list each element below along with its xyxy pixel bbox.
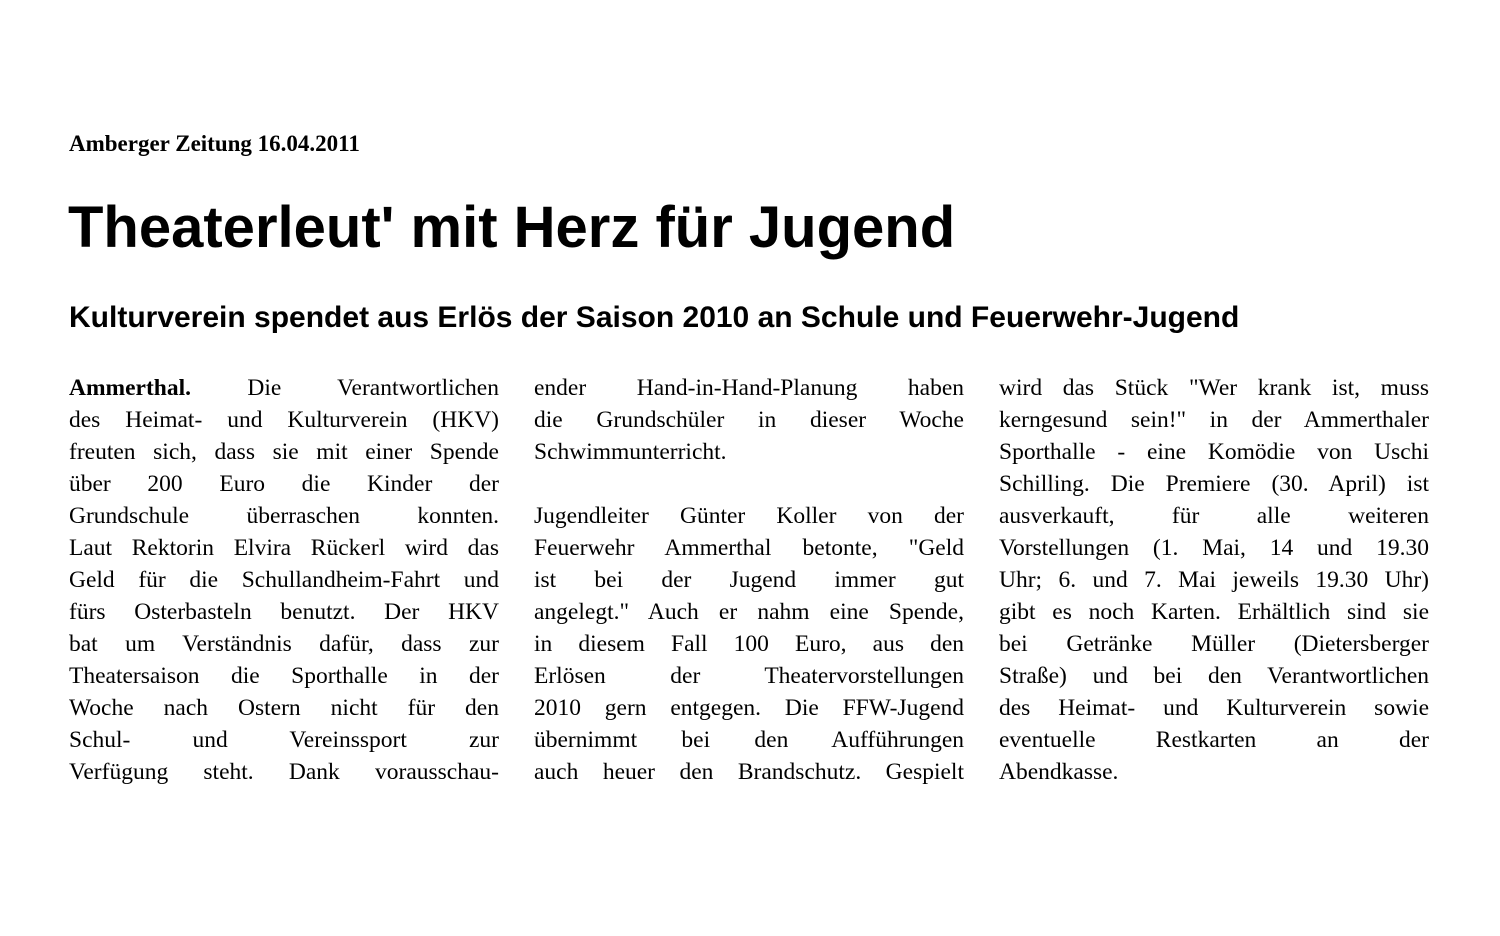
text-line: Uhr; 6. und 7. Mai jeweils 19.30 Uhr) [999,567,1429,593]
text-line: Laut Rektorin Elvira Rückerl wird das [69,535,499,561]
text-line: Woche nach Ostern nicht für den [69,695,499,721]
headline: Theaterleut' mit Herz für Jugend [68,195,956,260]
text-line: Grundschule überraschen konnten. [69,503,499,529]
text-line: Theatersaison die Sporthalle in der [69,663,499,689]
text-line: Sporthalle - eine Komödie von Uschi [999,439,1429,465]
text-line: Straße) und bei den Verantwortlichen [999,663,1429,689]
text-line: ausverkauft, für alle weiteren [999,503,1429,529]
text-line: des Heimat- und Kulturverein (HKV) [69,407,499,433]
source-line: Amberger Zeitung 16.04.2011 [69,131,360,156]
article-column-3 [999,372,1429,788]
text-line-content: Die Verantwortlichen [191,375,499,401]
text-line: eventuelle Restkarten an der [999,727,1429,753]
text-line: Schwimmunterricht. [534,439,727,465]
text-line: Jugendleiter Günter Koller von der [534,503,964,529]
text-line: ist bei der Jugend immer gut [534,567,964,593]
text-line: auch heuer den Brandschutz. Gespielt [534,759,964,785]
text-line: wird das Stück "Wer krank ist, muss [999,375,1429,401]
text-line: angelegt." Auch er nahm eine Spende, [534,599,964,625]
text-line: bat um Verständnis dafür, dass zur [69,631,499,657]
text-line: Vorstellungen (1. Mai, 14 und 19.30 [999,535,1429,561]
text-line: über 200 Euro die Kinder der [69,471,499,497]
text-line: 2010 gern entgegen. Die FFW-Jugend [534,695,964,721]
text-line: gibt es noch Karten. Erhältlich sind sie [999,599,1429,625]
article-column-2 [534,372,964,788]
text-line: Geld für die Schullandheim-Fahrt und [69,567,499,593]
text-line: freuten sich, dass sie mit einer Spende [69,439,499,465]
text-line: fürs Osterbasteln benutzt. Der HKV [69,599,499,625]
text-line: kerngesund sein!" in der Ammerthaler [999,407,1429,433]
text-line: Abendkasse. [999,759,1119,785]
text-line: in diesem Fall 100 Euro, aus den [534,631,964,657]
text-line: Schilling. Die Premiere (30. April) ist [999,471,1429,497]
article-column-1 [69,372,499,788]
text-line: ender Hand-in-Hand-Planung haben [534,375,964,401]
text-line: Erlösen der Theatervorstellungen [534,663,964,689]
text-line: bei Getränke Müller (Dietersberger [999,631,1429,657]
text-line: Verfügung steht. Dank vorausschau- [69,759,499,785]
dateline: Ammerthal. [69,375,192,401]
text-line: des Heimat- und Kulturverein sowie [999,695,1429,721]
text-line: übernimmt bei den Aufführungen [534,727,964,753]
paragraph-gap [534,468,964,500]
text-line [69,372,499,404]
text-line: Feuerwehr Ammerthal betonte, "Geld [534,535,964,561]
subheadline: Kulturverein spendet aus Erlös der Saison 2010 an Schule und Feuerwehr-Jugend [69,301,1240,334]
text-line: die Grundschüler in dieser Woche [534,407,964,433]
text-line: Schul- und Vereinssport zur [69,727,499,753]
